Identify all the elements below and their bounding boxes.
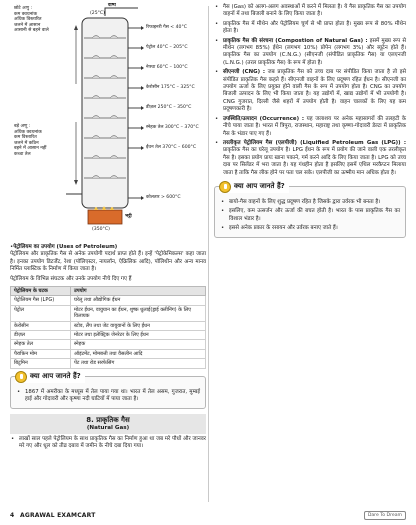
bottom-temperature: (350°C) — [92, 227, 110, 232]
cng-heading: सीएनजी (CNG) : — [223, 69, 266, 76]
occurrence-heading: उपस्थिति/उत्पादन (Occurrence) : — [223, 115, 304, 122]
cng-paragraph: • सीएनजी (CNG) : जब प्राकृतिक गैस को उच्च दाब पर संपीडित किया जाता है तो इसे संपीडित प्राकृतिक गैस कहते हैं। सीएनजी वाहनों के लिए प्रदूषण रहित ईंधन है। सीएनजी का उपयोग ऊर्जा के लिए प्रयुक्त होने वाली गैस के रूप में उपयोग होता है। CNG का उपयोग बिजली उत्पादन के लिए भी किया जाता है। यह उद्योगों में, खाद्य उद्योगों में भी उपयोगी है। CNG गुजरात, दिल्ली जैसे शहरों में उपयोग होती है। वाहन चालकों के लिए यह कम प्रदूषणकारी है। — [215, 69, 406, 113]
fraction-petrol: पेट्रोल 40°C – 205°C — [146, 45, 188, 50]
table-cell: पेट्रोल — [11, 305, 71, 321]
table-cell: पेट्रोलियम गैस (LPG) — [11, 296, 71, 305]
table-cell: केरोसीन — [11, 321, 71, 330]
fraction-bitumen: कोलतार > 600°C — [146, 195, 181, 200]
composition-paragraph: • प्राकृतिक गैस की संरचना (Compostion of Natural Gas) : इसमें मुख्य रूप से मीथेन (लगभग 85%) ईथेन (लगभग 10%) प्रोपेन (लगभग 3%) और ब्यूटेन होते हैं। प्राकृतिक गैस का उपयोग (C.N.G.) (सीएनजी (संपीडित प्राकृतिक गैस) या एलएनजी (L.N.G.) (तरल प्राकृतिक गैस) के रूप में होता है। — [215, 37, 407, 66]
table-cell: ऑइंटमेंट, मोमबत्ती तथा वैसलीन आदि — [71, 349, 206, 358]
section-subtitle: (Natural Gas) — [86, 424, 130, 431]
fraction-diesel: डीज़ल 250°C – 350°C — [146, 105, 192, 110]
distillation-column-svg — [10, 4, 206, 242]
did-you-know-box — [10, 372, 206, 409]
natural-gas-section-banner — [10, 414, 206, 434]
seal-stamp: Dare To Dream — [364, 511, 406, 520]
table-cell: मोटर तथा इलेक्ट्रिक जेनरेटर के लिए ईंधन — [71, 331, 206, 340]
table-cell: मोटर ईंधन, वायुयान का ईंधन, शुष्क धुलाई(ड्राई क्लीनिंग) के लिए विलायक — [71, 305, 206, 321]
vapour-label: वाष्प — [108, 3, 116, 8]
did-you-know-header — [15, 371, 85, 383]
large-molecules-note: बड़े अणु : अधिक क्वथनांक कम विस्तारित जलने में कठिन बहने में आसान नहीं कच्चा तेल — [14, 124, 47, 157]
did-you-know-title: क्या आप जानते हैं? — [234, 182, 285, 191]
fraction-refinery-gas: रिफाइनरी गैस < 40°C — [146, 25, 187, 30]
lpg-paragraph: • तरलीकृत पेट्रोलियम गैस (एलपीजी) (Liquified Petroleum Gas (LPG)) : प्राकृतिक गैस का घरेलू उपयोग है। LPG ईंधन के रूप में प्रयोग की जाने वाली एक तरलीकृत गैस है। इसका प्रयोग प्रायः खाना पकाने, गर्म करने आदि के लिए किया जाता है। LPG को उच्च दाब पर सिलेंडर में भरा जाता है। यह गंधहीन होता है इसलिए इसमें एथिल मरकैप्टन मिलाया जाता है ताकि गैस लीक होने पर पता चल सके। एलपीजी का ऊष्मीय मान अधिक होता है। — [215, 139, 406, 176]
did-you-know-box-2 — [214, 182, 406, 238]
table-row — [11, 331, 206, 340]
section-title: 8. प्राकृतिक गैस — [86, 415, 130, 424]
table-cell: बिटुमिन — [11, 359, 71, 368]
table-cell: स्नेहक — [71, 340, 206, 349]
table-row — [11, 305, 206, 321]
table-row — [11, 349, 206, 358]
table-cell: स्नेहक तेल — [11, 340, 71, 349]
lpg-heading: तरलीकृत पेट्रोलियम गैस (एलपीजी) (Liquified Petroleum Gas (LPG)) : — [223, 139, 406, 146]
did-you-know-item: • इसलिए, कम उत्सर्जन और ऊर्जा की बचत होती है। भारत के पास प्राकृतिक गैस का विशाल भंडार है। — [221, 208, 400, 222]
did-you-know-item: • बायो-गैस वाहनों के लिए शुद्ध प्रदूषण रहित है जिसके द्वारा उर्वरक भी बनता है। — [221, 198, 381, 205]
table-header-row — [11, 287, 206, 296]
lightbulb-icon — [15, 371, 27, 383]
left-column — [10, 4, 206, 450]
uses-section: •पेट्रोलियम का उपयोग (Uses of Petroleum) — [10, 244, 118, 250]
page-number: 4 — [10, 512, 15, 519]
table-header: उपयोग — [71, 287, 206, 296]
did-you-know-item: • 1867 में अमरीका के मध्यूस में तेल पाया गया था। भारत में तेल असम, गुजरात, मुम्बई हाई और गोदावरी और कृष्णा नदी घाटियों में पाया जाता है। — [17, 388, 200, 403]
fraction-fuel-oil: ईंधन तेल 370°C – 600°C — [146, 145, 197, 150]
composition-heading: प्राकृतिक गैस की संरचना (Compostion of Natural Gas) : — [223, 37, 368, 44]
table-cell: डीज़ल — [11, 331, 71, 340]
table-header: पेट्रोलियम के घटक — [11, 287, 71, 296]
natural-gas-intro: • लाखों साल पहले पेट्रोलियम के साथ प्राकृतिक गैस का निर्माण हुआ था जब मरे पौधों और जानवर मरे गए और धूल को तीव्र दबाव में जमीन के नीचे दबा दिया गया। — [11, 435, 206, 449]
top-temperature: (25°C) — [90, 11, 105, 16]
table-row — [11, 321, 206, 330]
fraction-lubricating-oil: स्नेहक तेल 300°C – 370°C — [146, 125, 199, 130]
table-row — [11, 296, 206, 305]
did-you-know-item: • इससे अनेक प्रकार के रसायन और उर्वरक बनाए जाते हैं। — [221, 225, 338, 232]
table-row — [11, 359, 206, 368]
did-you-know-header — [219, 181, 289, 193]
uses-heading: पेट्रोलियम का उपयोग (Uses of Petroleum) — [13, 244, 118, 250]
small-molecules-note: छोटे अणु : कम क्वथनांक अधिक विस्तारित जलने में आसान आसानी से बहने वाले — [14, 6, 49, 34]
uses-intro: पेट्रोलियम और प्राकृतिक गैस से अनेक उपयोगी पदार्थ प्राप्त होते हैं। इन्हें 'पेट्रोकेमिकल्स' कहा जाता है। इनका उपयोग डिटर्जेंट, रेशा (पॉलिएस्टर, नायलॉन, ऐक्रिलिक आदि), पॉलिथीन और अन्य मानव निर्मित प्लास्टिक के निर्माण में किया जाता है। — [10, 251, 206, 273]
page-footer — [0, 508, 416, 525]
table-row — [11, 340, 206, 349]
right-column — [214, 4, 406, 238]
brand-name: AGRAWAL EXAMCART — [20, 512, 96, 519]
bullet-item: • प्राकृतिक गैस में मीथेन और पेट्रोलियम चूर्ण से भी प्राप्त होता है। मुख्य रूप से 80% मीथेन होता है। — [215, 20, 406, 35]
fraction-kerosene: केरोसीन 175°C – 325°C — [146, 85, 195, 90]
lightbulb-icon — [219, 181, 231, 193]
table-cell: स्टोव, लैंप तथा जेट वायुयानों के लिए ईंधन — [71, 321, 206, 330]
bullet-item: • गैस (Gas) को अलग-अलग अवस्थाओं में करने में मिलता है। ये गैस प्राकृतिक गैस का उपयोग वाहनों में तथा बिजली बनाने के लिए किया जाता है। — [215, 4, 406, 18]
table-cell: पैराफ़िन मोम — [11, 349, 71, 358]
fractional-distillation-diagram — [10, 4, 206, 242]
occurrence-paragraph: • उपस्थिति/उत्पादन (Occurrence) : यह जलाशय पर अनेक महासागरों की तलहटी के नीचे पाया जाता है। भारत में त्रिपुरा, राजस्थान, महाराष्ट्र तथा कृष्णा-गोदावरी डेल्टा में प्राकृतिक गैस के भंडार पाए गए हैं। — [215, 115, 406, 137]
table-cell: घरेलू तथा औद्योगिक ईंधन — [71, 296, 206, 305]
table-intro: पेट्रोलियम के विभिन्न संघटक और उनके उपयोग नीचे दिए गए हैं — [10, 275, 132, 282]
table-cell: पेंट तथा रोड सरफेसिंग — [71, 359, 206, 368]
fraction-naphtha: नेफ्था 60°C – 100°C — [146, 65, 188, 70]
furnace-label: भट्ठी — [125, 214, 132, 219]
column-body — [82, 18, 128, 208]
did-you-know-title: क्या आप जानते हैं? — [30, 372, 81, 381]
column-divider — [208, 6, 209, 502]
furnace-shape — [88, 210, 122, 224]
petroleum-uses-table — [10, 286, 206, 369]
